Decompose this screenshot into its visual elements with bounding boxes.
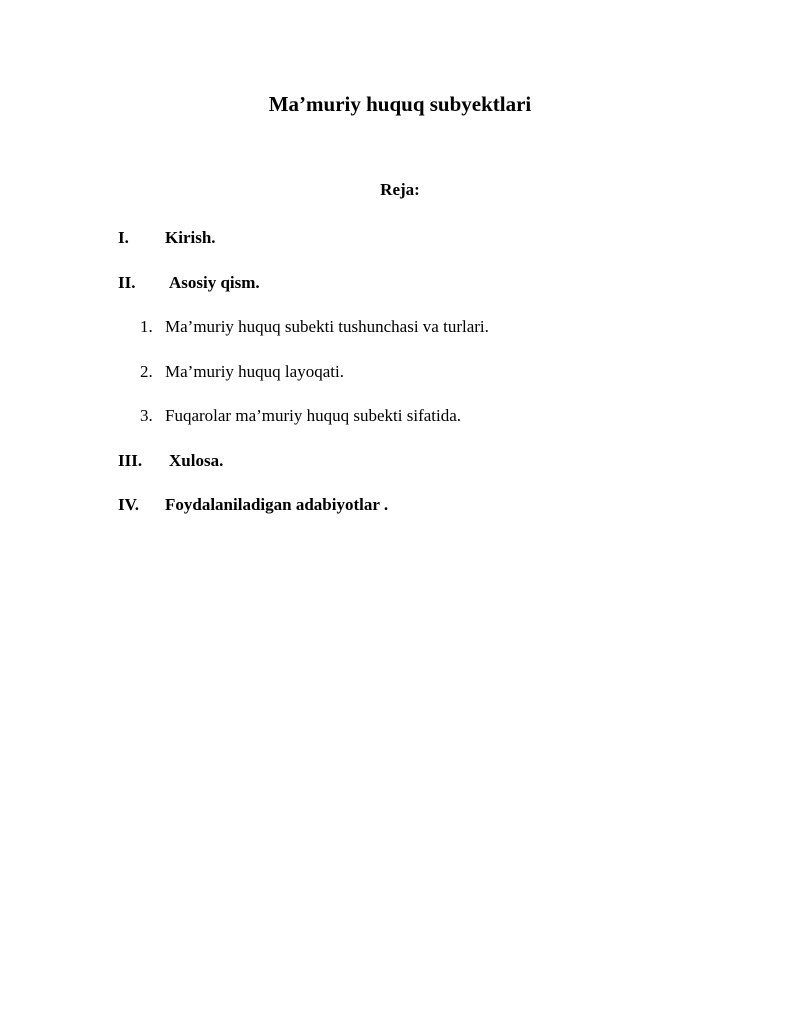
section-numeral: I. xyxy=(118,228,129,247)
section-label: Xulosa. xyxy=(169,451,224,470)
section-numeral: II. xyxy=(118,273,136,292)
subitem-text: Ma’muriy huquq layoqati. xyxy=(165,362,344,381)
plan-heading xyxy=(0,180,800,200)
document-title: Ma’muriy huquq subyektlari xyxy=(268,92,532,116)
subitem-text: Fuqarolar ma’muriy huquq subekti sifatida. xyxy=(165,406,462,425)
subitem-text: Ma’muriy huquq subekti tushunchasi va turlari. xyxy=(165,317,489,336)
subitem-number: 1. xyxy=(140,317,153,336)
section-label: Asosiy qism. xyxy=(169,273,260,292)
section-label: Foydalaniladigan adabiyotlar . xyxy=(165,495,389,514)
section-label: Kirish. xyxy=(165,228,216,247)
subitem-number: 2. xyxy=(140,362,153,381)
plan-heading-text: Reja: xyxy=(380,180,420,199)
subitem-number: 3. xyxy=(140,406,153,425)
section-numeral: IV. xyxy=(118,495,139,514)
section-numeral: III. xyxy=(118,451,143,470)
